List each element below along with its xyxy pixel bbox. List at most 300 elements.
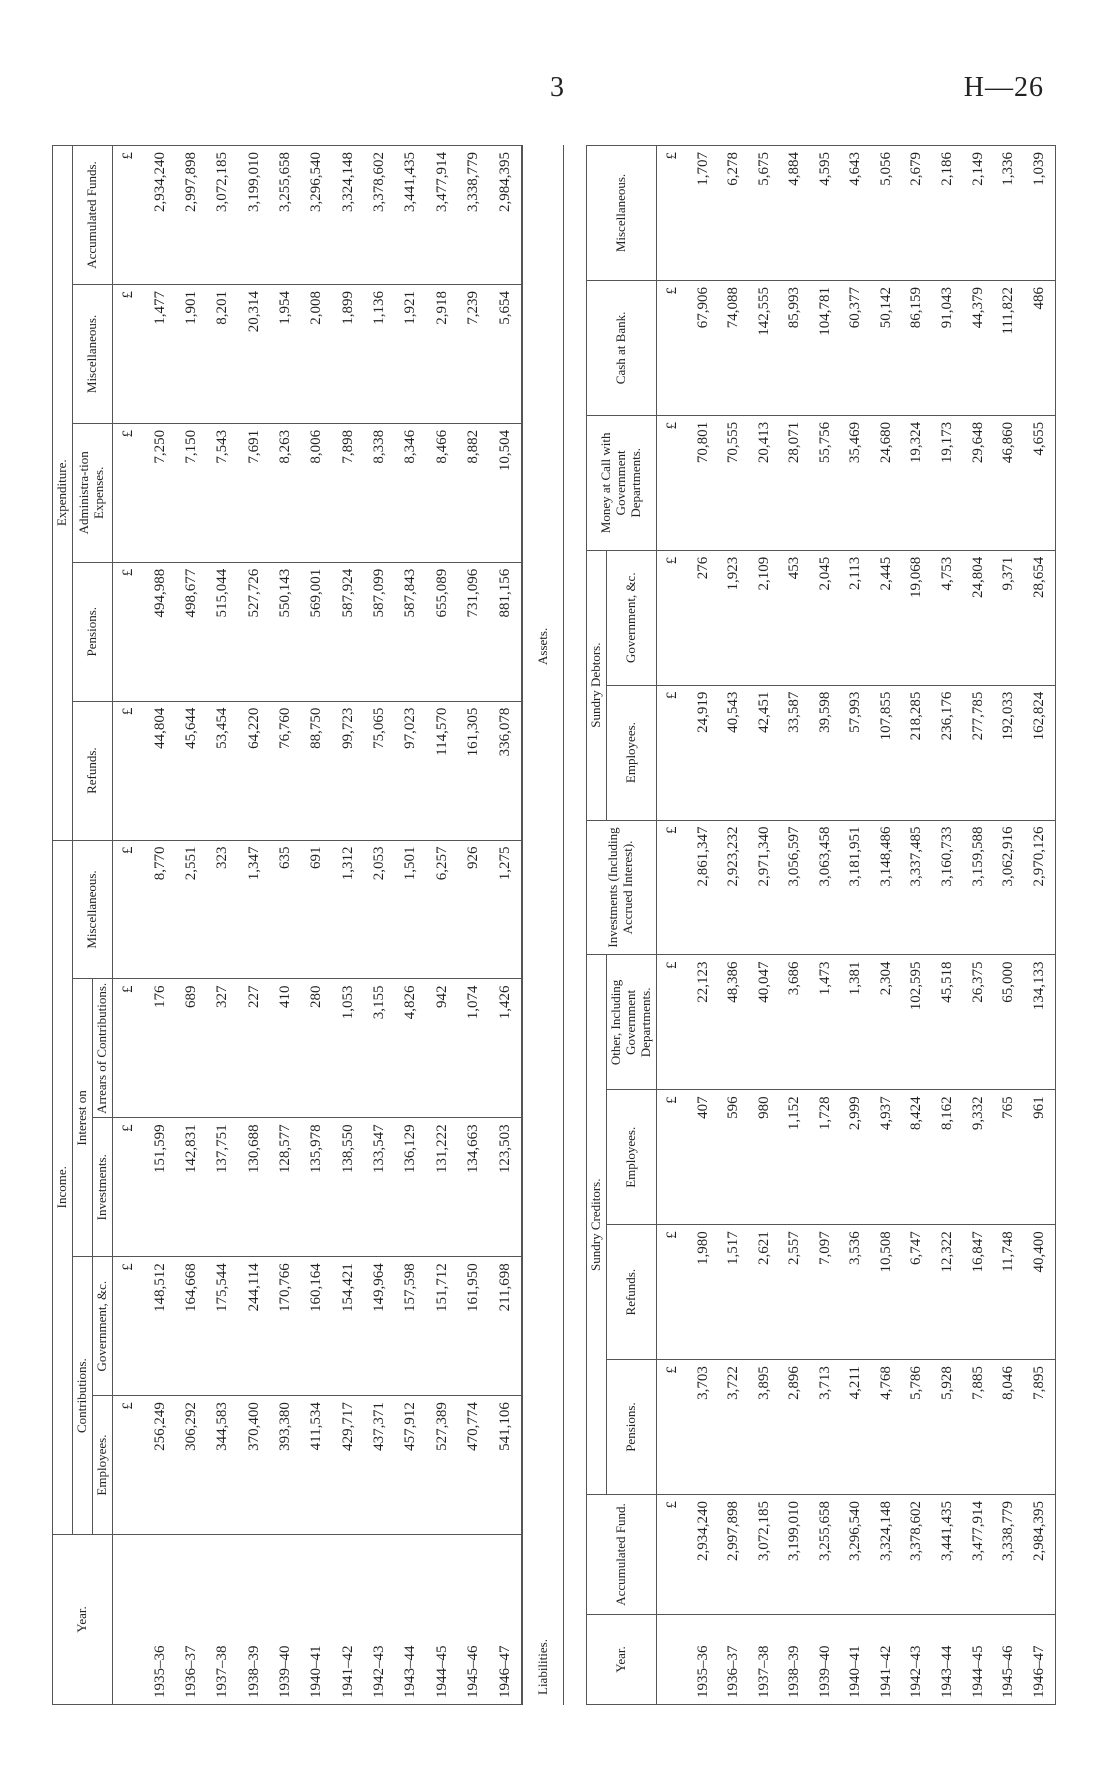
assets-label: Assets.: [535, 627, 550, 665]
cash-at-bank-header: Cash at Bank.: [587, 280, 657, 415]
government-cell: 161,950: [458, 1257, 489, 1396]
accum-funds-cell: 3,199,010: [239, 146, 270, 285]
year-cell: 1944–45: [427, 1535, 458, 1705]
arrears-cell: 280: [301, 979, 332, 1118]
money-at-call-cell: 28,071: [779, 415, 810, 550]
misc-income-header: Miscellaneous.: [72, 840, 112, 979]
misc-exp-cell: 2,918: [427, 284, 458, 423]
arrears-cell: 1,426: [489, 979, 521, 1118]
year-cell: 1943–44: [932, 1615, 963, 1705]
refunds-cell: 114,570: [427, 701, 458, 840]
employees-cell: 457,912: [395, 1396, 426, 1535]
accum-fund-cell: 3,338,779: [993, 1495, 1024, 1615]
pensions-cell: 8,046: [993, 1360, 1024, 1495]
pensions-cell: 731,096: [458, 562, 489, 701]
interest-on-header: Interest on: [72, 979, 92, 1257]
misc-cell: 4,884: [779, 146, 810, 281]
currency-symbol: £: [656, 1225, 687, 1360]
debtor-employees-cell: 162,824: [1024, 685, 1056, 820]
employees-cell: 980: [749, 1090, 780, 1225]
employees-cell: 393,380: [270, 1396, 301, 1535]
accum-fund-cell: 2,997,898: [718, 1495, 749, 1615]
sundry-debtors-header: Sundry Debtors.: [587, 550, 607, 820]
other-cell: 65,000: [993, 955, 1024, 1090]
other-cell: 26,375: [963, 955, 994, 1090]
year-cell: 1939–40: [270, 1535, 301, 1705]
currency-symbol: £: [112, 979, 144, 1118]
refunds-cell: 11,748: [993, 1225, 1024, 1360]
employees-cell: 1,728: [810, 1090, 841, 1225]
pensions-cell: 494,988: [145, 562, 176, 701]
debtor-employees-cell: 42,451: [749, 685, 780, 820]
cash-at-bank-cell: 486: [1024, 280, 1056, 415]
refunds-cell: 99,723: [333, 701, 364, 840]
employees-cell: 411,534: [301, 1396, 332, 1535]
debtor-government-cell: 28,654: [1024, 550, 1056, 685]
year-cell: 1945–46: [993, 1615, 1024, 1705]
investments-header: Investments (Including Accrued Interest).: [587, 820, 657, 955]
currency-symbol: £: [112, 1118, 144, 1257]
pensions-cell: 3,895: [749, 1360, 780, 1495]
admin-cell: 10,504: [489, 423, 521, 562]
misc-cell: 5,056: [871, 146, 902, 281]
debtor-employees-cell: 40,543: [718, 685, 749, 820]
pensions-cell: 550,143: [270, 562, 301, 701]
refunds-cell: 1,517: [718, 1225, 749, 1360]
money-at-call-cell: 46,860: [993, 415, 1024, 550]
debtor-government-cell: 19,068: [902, 550, 933, 685]
income-header: Income.: [53, 840, 73, 1534]
government-cell: 170,766: [270, 1257, 301, 1396]
refunds-cell: 53,454: [207, 701, 238, 840]
misc-income-cell: 2,053: [364, 840, 395, 979]
currency-symbol: £: [656, 1495, 687, 1615]
investments-cell: 128,577: [270, 1118, 301, 1257]
refunds-cell: 40,400: [1024, 1225, 1056, 1360]
refunds-cell: 97,023: [395, 701, 426, 840]
pensions-cell: 587,924: [333, 562, 364, 701]
year-cell: 1943–44: [395, 1535, 426, 1705]
year-cell: 1938–39: [239, 1535, 270, 1705]
accum-funds-header: Accumulated Funds.: [72, 146, 112, 285]
debtor-government-cell: 4,753: [932, 550, 963, 685]
other-cell: 40,047: [749, 955, 780, 1090]
investments-cell: 3,337,485: [902, 820, 933, 955]
admin-cell: 8,338: [364, 423, 395, 562]
table-row: [779, 146, 810, 1705]
investments-cell: 3,056,597: [779, 820, 810, 955]
table-row: [932, 146, 963, 1705]
refunds-cell: 336,078: [489, 701, 521, 840]
admin-cell: 8,466: [427, 423, 458, 562]
government-header: Government, &c.: [92, 1257, 112, 1396]
investments-cell: 151,599: [145, 1118, 176, 1257]
year-cell: 1936–37: [176, 1535, 207, 1705]
year-cell: 1940–41: [301, 1535, 332, 1705]
year-cell: 1937–38: [207, 1535, 238, 1705]
year-cell: 1938–39: [779, 1615, 810, 1705]
misc-income-cell: 635: [270, 840, 301, 979]
refunds-cell: 45,644: [176, 701, 207, 840]
arrears-cell: 689: [176, 979, 207, 1118]
accum-fund-header: Accumulated Fund.: [587, 1495, 657, 1615]
arrears-cell: 227: [239, 979, 270, 1118]
misc-cell: 4,643: [841, 146, 872, 281]
money-at-call-cell: 35,469: [841, 415, 872, 550]
misc-income-cell: 1,501: [395, 840, 426, 979]
government-cell: 160,164: [301, 1257, 332, 1396]
pensions-cell: 7,895: [1024, 1360, 1056, 1495]
other-cell: 1,473: [810, 955, 841, 1090]
misc-cell: 4,595: [810, 146, 841, 281]
employees-cell: 2,999: [841, 1090, 872, 1225]
cash-at-bank-cell: 74,088: [718, 280, 749, 415]
currency-symbol: £: [656, 1090, 687, 1225]
money-at-call-cell: 29,648: [963, 415, 994, 550]
year-cell: 1946–47: [1024, 1615, 1056, 1705]
pensions-cell: 587,099: [364, 562, 395, 701]
accum-fund-cell: 3,072,185: [749, 1495, 780, 1615]
investments-cell: 2,971,340: [749, 820, 780, 955]
investments-cell: 3,160,733: [932, 820, 963, 955]
page-code: H—26: [963, 72, 1044, 103]
table-row: [1024, 146, 1056, 1705]
arrears-cell: 1,074: [458, 979, 489, 1118]
investments-cell: 135,978: [301, 1118, 332, 1257]
currency-symbol: £: [112, 423, 144, 562]
accum-funds-cell: 3,338,779: [458, 146, 489, 285]
cash-at-bank-cell: 104,781: [810, 280, 841, 415]
pensions-cell: 4,211: [841, 1360, 872, 1495]
investments-cell: 136,129: [395, 1118, 426, 1257]
accum-fund-cell: 3,296,540: [841, 1495, 872, 1615]
arrears-cell: 3,155: [364, 979, 395, 1118]
page-number: 3: [550, 72, 564, 103]
other-cell: 3,686: [779, 955, 810, 1090]
debtor-employees-cell: 39,598: [810, 685, 841, 820]
currency-symbol: £: [656, 146, 687, 281]
investments-cell: 2,923,232: [718, 820, 749, 955]
employees-cell: 256,249: [145, 1396, 176, 1535]
refunds-cell: 76,760: [270, 701, 301, 840]
employees-cell: 527,389: [427, 1396, 458, 1535]
debtor-employees-cell: 33,587: [779, 685, 810, 820]
money-at-call-cell: 70,555: [718, 415, 749, 550]
accum-fund-cell: 3,378,602: [902, 1495, 933, 1615]
money-at-call-cell: 70,801: [688, 415, 719, 550]
admin-cell: 8,263: [270, 423, 301, 562]
income-rows: [112, 146, 521, 1705]
accum-funds-cell: 3,324,148: [333, 146, 364, 285]
accum-fund-cell: 2,934,240: [688, 1495, 719, 1615]
table-row: [145, 146, 176, 1705]
liabilities-label: Liabilities.: [535, 1639, 550, 1695]
table-row: [176, 146, 207, 1705]
other-header: Other, Including Government Departments.: [606, 955, 656, 1090]
misc-income-cell: 1,312: [333, 840, 364, 979]
table-row: [333, 146, 364, 1705]
table-row: [749, 146, 780, 1705]
year-header: Year.: [587, 1615, 657, 1705]
misc-exp-cell: 1,921: [395, 284, 426, 423]
contributions-header: Contributions.: [72, 1257, 92, 1535]
currency-row: [656, 146, 687, 1705]
misc-exp-cell: 1,477: [145, 284, 176, 423]
misc-header: Miscellaneous.: [587, 146, 657, 281]
investments-header: Investments.: [92, 1118, 112, 1257]
employees-cell: 370,400: [239, 1396, 270, 1535]
refunds-cell: 64,220: [239, 701, 270, 840]
accum-funds-cell: 3,296,540: [301, 146, 332, 285]
expenditure-header: Expenditure.: [53, 146, 73, 841]
table-row: [427, 146, 458, 1705]
refunds-cell: 161,305: [458, 701, 489, 840]
arrears-cell: 1,053: [333, 979, 364, 1118]
refunds-cell: 1,980: [688, 1225, 719, 1360]
government-cell: 149,964: [364, 1257, 395, 1396]
accum-fund-cell: 3,324,148: [871, 1495, 902, 1615]
table-row: [963, 146, 994, 1705]
cash-at-bank-cell: 44,379: [963, 280, 994, 415]
year-cell: 1935–36: [145, 1535, 176, 1705]
misc-cell: 1,336: [993, 146, 1024, 281]
misc-exp-cell: 7,239: [458, 284, 489, 423]
employees-cell: 961: [1024, 1090, 1056, 1225]
investments-cell: 142,831: [176, 1118, 207, 1257]
refunds-cell: 10,508: [871, 1225, 902, 1360]
table-row: [871, 146, 902, 1705]
debtor-government-cell: 1,923: [718, 550, 749, 685]
refunds-cell: 75,065: [364, 701, 395, 840]
accum-funds-cell: 3,441,435: [395, 146, 426, 285]
other-cell: 134,133: [1024, 955, 1056, 1090]
admin-cell: 7,150: [176, 423, 207, 562]
cash-at-bank-cell: 91,043: [932, 280, 963, 415]
pensions-cell: 587,843: [395, 562, 426, 701]
section-divider: [522, 145, 564, 1705]
employees-cell: 407: [688, 1090, 719, 1225]
employees-header: Employees.: [92, 1396, 112, 1535]
government-cell: 154,421: [333, 1257, 364, 1396]
government-cell: 175,544: [207, 1257, 238, 1396]
investments-cell: 138,550: [333, 1118, 364, 1257]
money-at-call-cell: 19,324: [902, 415, 933, 550]
debtor-government-header: Government, &c.: [606, 550, 656, 685]
misc-exp-cell: 8,201: [207, 284, 238, 423]
year-cell: 1945–46: [458, 1535, 489, 1705]
currency-symbol: £: [656, 820, 687, 955]
misc-exp-cell: 1,136: [364, 284, 395, 423]
misc-exp-cell: 1,899: [333, 284, 364, 423]
admin-cell: 7,543: [207, 423, 238, 562]
admin-header: Administra-tion Expenses.: [72, 423, 112, 562]
accum-funds-cell: 3,072,185: [207, 146, 238, 285]
employees-cell: 306,292: [176, 1396, 207, 1535]
table-row: [395, 146, 426, 1705]
year-cell: 1942–43: [364, 1535, 395, 1705]
money-at-call-cell: 20,413: [749, 415, 780, 550]
misc-cell: 6,278: [718, 146, 749, 281]
accum-fund-cell: 3,441,435: [932, 1495, 963, 1615]
refunds-cell: 2,557: [779, 1225, 810, 1360]
arrears-cell: 410: [270, 979, 301, 1118]
money-at-call-cell: 24,680: [871, 415, 902, 550]
currency-symbol: £: [112, 562, 144, 701]
refunds-cell: 16,847: [963, 1225, 994, 1360]
balance-rows: [656, 146, 1055, 1705]
investments-cell: 3,062,916: [993, 820, 1024, 955]
admin-cell: 7,898: [333, 423, 364, 562]
employees-cell: 437,371: [364, 1396, 395, 1535]
pensions-header: Pensions.: [606, 1360, 656, 1495]
currency-symbol: £: [656, 685, 687, 820]
misc-income-cell: 6,257: [427, 840, 458, 979]
refunds-cell: 3,536: [841, 1225, 872, 1360]
pensions-cell: 3,703: [688, 1360, 719, 1495]
employees-cell: 541,106: [489, 1396, 521, 1535]
misc-income-cell: 1,347: [239, 840, 270, 979]
investments-cell: 131,222: [427, 1118, 458, 1257]
year-cell: 1942–43: [902, 1615, 933, 1705]
admin-cell: 8,882: [458, 423, 489, 562]
table-row: [458, 146, 489, 1705]
employees-cell: 8,162: [932, 1090, 963, 1225]
cash-at-bank-cell: 60,377: [841, 280, 872, 415]
table-row: [239, 146, 270, 1705]
year-header: Year.: [53, 1535, 113, 1705]
year-cell: 1940–41: [841, 1615, 872, 1705]
investments-cell: 123,503: [489, 1118, 521, 1257]
other-cell: 102,595: [902, 955, 933, 1090]
other-cell: 22,123: [688, 955, 719, 1090]
arrears-cell: 4,826: [395, 979, 426, 1118]
other-cell: 48,386: [718, 955, 749, 1090]
debtor-employees-cell: 277,785: [963, 685, 994, 820]
debtor-government-cell: 9,371: [993, 550, 1024, 685]
misc-cell: 2,186: [932, 146, 963, 281]
money-at-call-cell: 19,173: [932, 415, 963, 550]
pensions-cell: 2,896: [779, 1360, 810, 1495]
year-cell: 1937–38: [749, 1615, 780, 1705]
employees-cell: 470,774: [458, 1396, 489, 1535]
debtor-employees-cell: 57,993: [841, 685, 872, 820]
investments-cell: 2,861,347: [688, 820, 719, 955]
pensions-cell: 498,677: [176, 562, 207, 701]
misc-income-cell: 8,770: [145, 840, 176, 979]
employees-header: Employees.: [606, 1090, 656, 1225]
pensions-cell: 527,726: [239, 562, 270, 701]
refunds-cell: 88,750: [301, 701, 332, 840]
pensions-cell: 3,713: [810, 1360, 841, 1495]
cash-at-bank-cell: 86,159: [902, 280, 933, 415]
misc-cell: 5,675: [749, 146, 780, 281]
balance-sheet-table: [586, 145, 1056, 1705]
refunds-cell: 6,747: [902, 1225, 933, 1360]
money-at-call-cell: 55,756: [810, 415, 841, 550]
misc-exp-cell: 20,314: [239, 284, 270, 423]
arrears-cell: 942: [427, 979, 458, 1118]
year-cell: 1936–37: [718, 1615, 749, 1705]
misc-exp-cell: 5,654: [489, 284, 521, 423]
employees-cell: 4,937: [871, 1090, 902, 1225]
table-row: [489, 146, 521, 1705]
misc-exp-cell: 2,008: [301, 284, 332, 423]
cash-at-bank-cell: 50,142: [871, 280, 902, 415]
rotated-statement: [52, 145, 1072, 1705]
year-cell: 1941–42: [333, 1535, 364, 1705]
employees-cell: 1,152: [779, 1090, 810, 1225]
refunds-header: Refunds.: [72, 701, 112, 840]
misc-income-cell: 323: [207, 840, 238, 979]
currency-symbol: £: [656, 1360, 687, 1495]
misc-income-cell: 2,551: [176, 840, 207, 979]
misc-cell: 1,707: [688, 146, 719, 281]
table-row: [841, 146, 872, 1705]
admin-cell: 8,346: [395, 423, 426, 562]
year-cell: 1941–42: [871, 1615, 902, 1705]
government-cell: 164,668: [176, 1257, 207, 1396]
misc-exp-cell: 1,954: [270, 284, 301, 423]
refunds-cell: 2,621: [749, 1225, 780, 1360]
refunds-header: Refunds.: [606, 1225, 656, 1360]
table-row: [810, 146, 841, 1705]
employees-cell: 9,332: [963, 1090, 994, 1225]
admin-cell: 7,691: [239, 423, 270, 562]
table-row: [902, 146, 933, 1705]
debtor-employees-cell: 218,285: [902, 685, 933, 820]
accum-funds-cell: 3,378,602: [364, 146, 395, 285]
cash-at-bank-cell: 67,906: [688, 280, 719, 415]
government-cell: 148,512: [145, 1257, 176, 1396]
pensions-header: Pensions.: [72, 562, 112, 701]
admin-cell: 7,250: [145, 423, 176, 562]
other-cell: 2,304: [871, 955, 902, 1090]
debtor-employees-header: Employees.: [606, 685, 656, 820]
misc-cell: 1,039: [1024, 146, 1056, 281]
accum-funds-cell: 2,997,898: [176, 146, 207, 285]
employees-cell: 596: [718, 1090, 749, 1225]
accum-fund-cell: 3,255,658: [810, 1495, 841, 1615]
accum-funds-cell: 3,255,658: [270, 146, 301, 285]
pensions-cell: 569,001: [301, 562, 332, 701]
refunds-cell: 12,322: [932, 1225, 963, 1360]
debtor-government-cell: 453: [779, 550, 810, 685]
debtor-employees-cell: 236,176: [932, 685, 963, 820]
year-cell: 1946–47: [489, 1535, 521, 1705]
currency-symbol: £: [112, 284, 144, 423]
pensions-cell: 7,885: [963, 1360, 994, 1495]
debtor-employees-cell: 24,919: [688, 685, 719, 820]
government-cell: 211,698: [489, 1257, 521, 1396]
money-at-call-cell: 4,655: [1024, 415, 1056, 550]
table-row: [207, 146, 238, 1705]
investments-cell: 134,663: [458, 1118, 489, 1257]
table-row: [718, 146, 749, 1705]
debtor-employees-cell: 192,033: [993, 685, 1024, 820]
currency-symbol: £: [656, 415, 687, 550]
misc-exp-cell: 1,901: [176, 284, 207, 423]
year-cell: 1944–45: [963, 1615, 994, 1705]
employees-cell: 344,583: [207, 1396, 238, 1535]
debtor-government-cell: 24,804: [963, 550, 994, 685]
year-cell: 1939–40: [810, 1615, 841, 1705]
table-row: [993, 146, 1024, 1705]
other-cell: 1,381: [841, 955, 872, 1090]
accum-funds-cell: 2,984,395: [489, 146, 521, 285]
investments-cell: 3,148,486: [871, 820, 902, 955]
pensions-cell: 5,928: [932, 1360, 963, 1495]
debtor-government-cell: 2,445: [871, 550, 902, 685]
